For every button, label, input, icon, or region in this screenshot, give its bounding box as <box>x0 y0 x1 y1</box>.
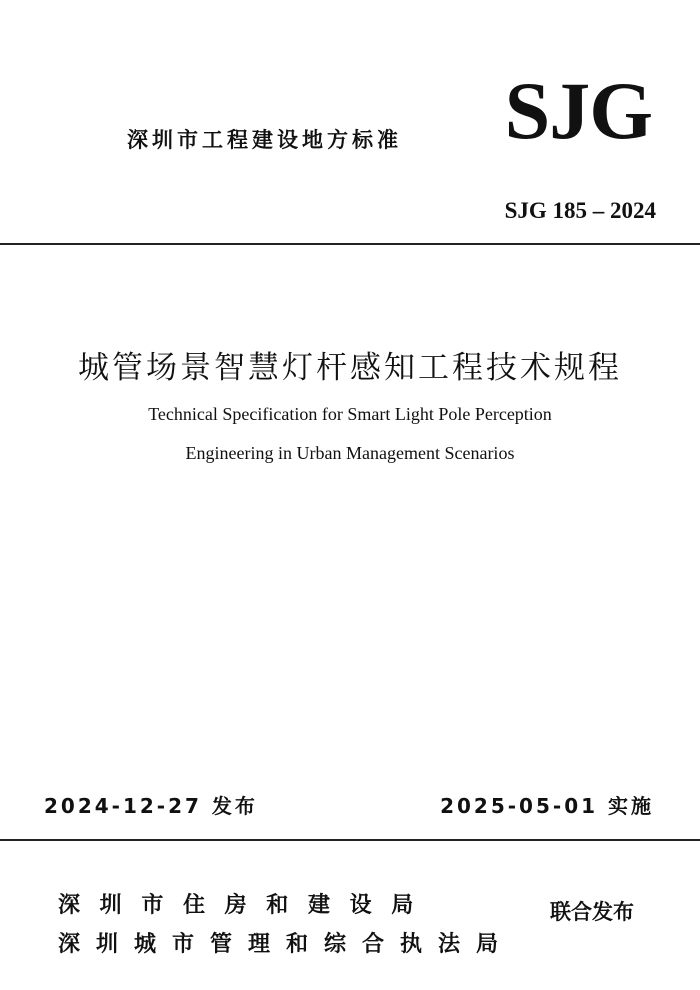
title-english-line2: Engineering in Urban Management Scenarios <box>185 443 515 463</box>
title-english-line1: Technical Specification for Smart Light Pole Perception <box>148 404 552 424</box>
effective-date: 2025-05-01 实施 <box>440 794 654 818</box>
title-chinese: 城管场景智慧灯杆感知工程技术规程 <box>78 350 622 386</box>
publish-date: 2024-12-27 发布 <box>44 794 258 818</box>
joint-issue-label: 联合发布 <box>550 900 634 924</box>
top-divider <box>0 243 700 245</box>
issuer-housing-bureau: 深 圳 市 住 房 和 建 设 局 <box>58 893 420 918</box>
bottom-divider <box>0 839 700 841</box>
standard-number: SJG 185 – 2024 <box>504 198 656 223</box>
issuer-urban-management-bureau: 深圳城市管理和综合执法局 <box>58 932 515 957</box>
standard-type: 深圳市工程建设地方标准 <box>127 128 402 152</box>
sjg-logo: SJG <box>504 65 652 156</box>
